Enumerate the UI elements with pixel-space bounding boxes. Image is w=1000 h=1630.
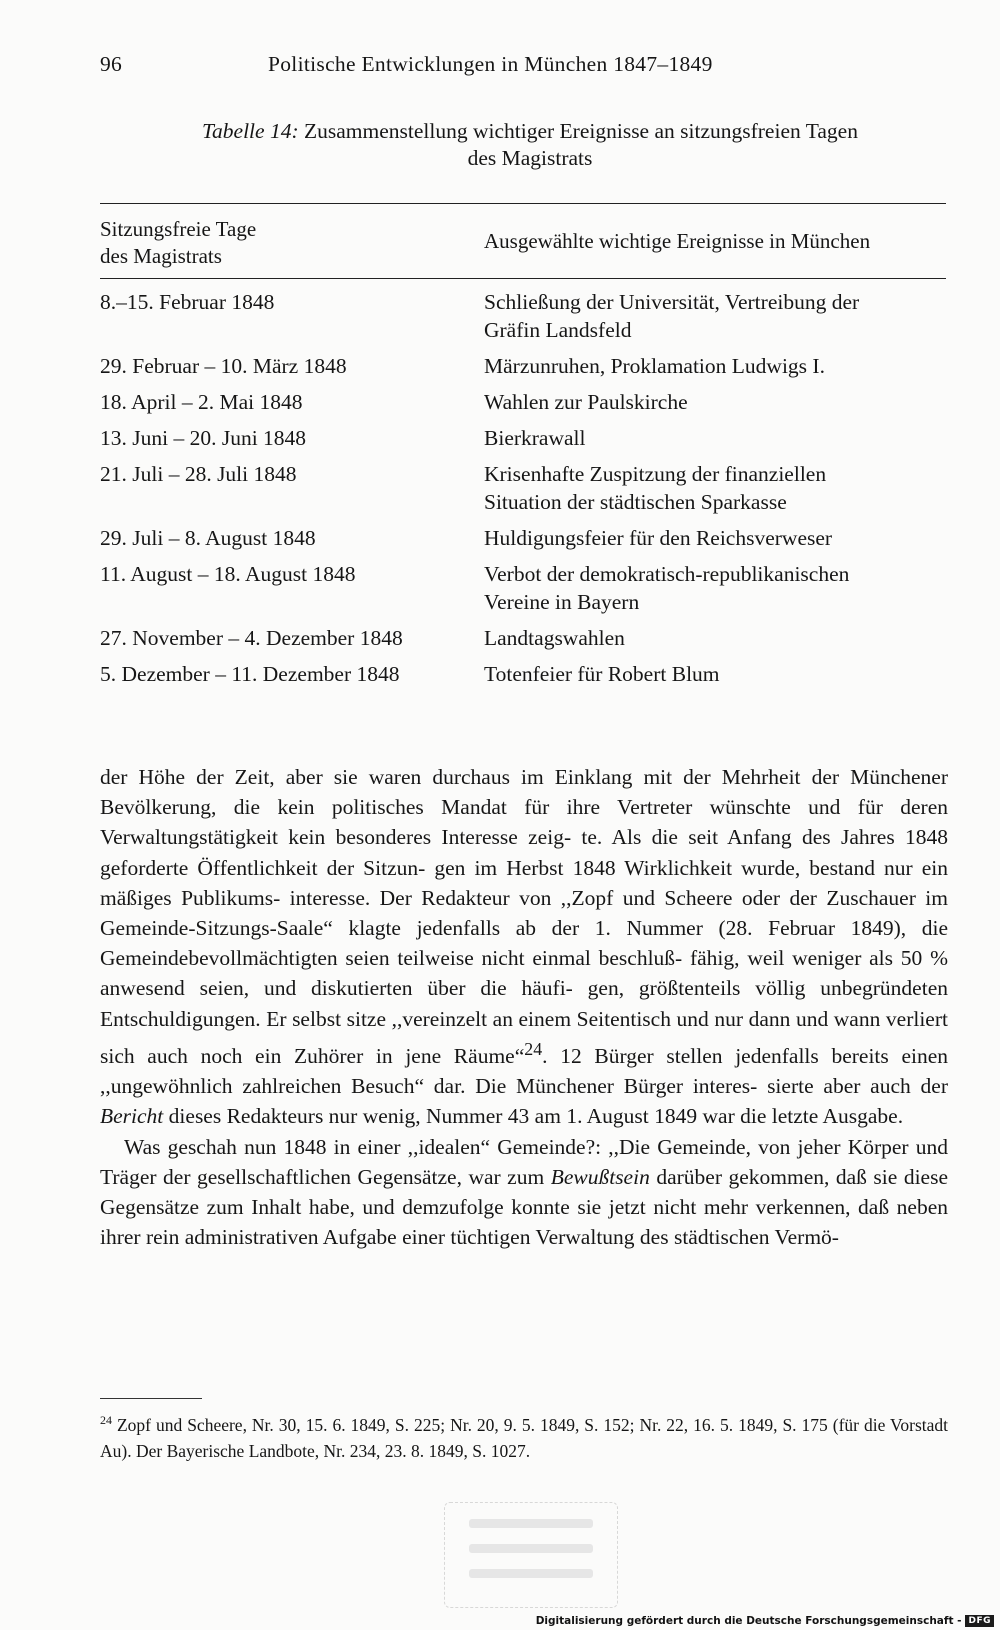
paragraph-text: Was geschah nun 1848 in einer ,,idealen“ Gemeinde?: ,,Die Gemeinde, von jeher Körper und Träger der gesellschaftlichen Gegensätze, war zum — [100, 1134, 948, 1189]
row-date: 13. Juni – 20. Juni 1848 — [100, 426, 307, 450]
paragraph-text: darüber gekommen, daß sie diese Gegensätze zum Inhalt habe, und demzufolge konnte sie jetzt nicht mehr verkennen, daß neben ihrer rein administrativen Aufgabe einer tüchtigen Verwaltung des städtischen Vermö- — [100, 1164, 948, 1250]
row-date: 29. Februar – 10. März 1848 — [100, 354, 347, 378]
table-caption — [140, 118, 920, 172]
row-date: 27. November – 4. Dezember 1848 — [100, 626, 403, 650]
row-event — [484, 388, 960, 416]
caption-line-2: des Magistrats — [467, 146, 593, 170]
row-date: 5. Dezember – 11. Dezember 1848 — [100, 662, 400, 686]
caption-line-1 — [140, 118, 920, 145]
body-text — [100, 762, 948, 1252]
table-row — [100, 660, 960, 688]
table-row — [100, 352, 960, 380]
table-row — [100, 460, 960, 516]
row-event — [484, 460, 960, 516]
row-event-line: Situation der städtischen Sparkasse — [484, 490, 787, 514]
row-event — [484, 288, 960, 344]
footnote — [100, 1412, 948, 1464]
row-event-line: Vereine in Bayern — [484, 590, 640, 614]
stamp-line — [469, 1569, 593, 1578]
row-event — [484, 424, 960, 452]
stamp-line — [469, 1544, 593, 1553]
row-event — [484, 524, 960, 552]
row-event-line: Huldigungsfeier für den Reichsverweser — [484, 526, 833, 550]
emphasis: Bericht — [100, 1104, 164, 1129]
stamp-line — [469, 1519, 593, 1528]
row-date: 8.–15. Februar 1848 — [100, 290, 275, 314]
page-header — [100, 52, 958, 82]
column-header-dates-line-1: Sitzungsfreie Tage — [100, 217, 257, 241]
library-stamp — [444, 1502, 618, 1608]
page-number: 96 — [100, 52, 123, 76]
row-event-line: Landtagswahlen — [484, 626, 625, 650]
row-event-line: Schließung der Universität, Vertreibung der — [484, 290, 860, 314]
row-event — [484, 624, 960, 652]
row-date: 18. April – 2. Mai 1848 — [100, 390, 303, 414]
table-row — [100, 388, 960, 416]
footnote-number: 24 — [100, 1413, 112, 1428]
column-header-events: Ausgewählte wichtige Ereignisse in München — [484, 229, 871, 253]
footnote-rule — [100, 1398, 202, 1399]
row-event-line: Bierkrawall — [484, 426, 586, 450]
row-event-line: Märzunruhen, Proklamation Ludwigs I. — [484, 354, 825, 378]
table-row — [100, 288, 960, 344]
table-row — [100, 524, 960, 552]
table-header-rule — [100, 278, 946, 279]
row-event-line: Verbot der demokratisch-republikanischen — [484, 562, 850, 586]
emphasis: Bewußtsein — [550, 1164, 650, 1189]
column-header-dates — [100, 216, 256, 270]
row-event-line: Gräfin Landsfeld — [484, 318, 632, 342]
table-row — [100, 624, 960, 652]
row-event — [484, 560, 960, 616]
row-event-line: Krisenhafte Zuspitzung der finanziellen — [484, 462, 827, 486]
table-top-rule — [100, 203, 946, 204]
running-title: Politische Entwicklungen in München 1847–1849 — [268, 52, 713, 76]
table-row — [100, 560, 960, 616]
footnote-text: Zopf und Scheere, Nr. 30, 15. 6. 1849, S. 225; Nr. 20, 9. 5. 1849, S. 152; Nr. 22, 16. 5. 1849, S. 175 (für die Vorstadt Au). Der Bayerische Landbote, Nr. 234, 23. 8. 1849, S. 1027. — [100, 1415, 948, 1461]
row-event — [484, 660, 960, 688]
row-event — [484, 352, 960, 380]
paragraph-text: . 12 Bürger stellen jedenfalls bereits einen ,,ungewöhnlich zahlreichen Besuch“ dar. Die Münchener Bürger interes- sierte aber auch der — [100, 1043, 949, 1099]
table-body — [100, 288, 960, 696]
paragraph-text: der Höhe der Zeit, aber sie waren durchaus im Einklang mit der Mehrheit der Münchener Bevölkerung, die kein politisches Mandat für ihre Vertreter wünschte und für deren Verwaltungstätigkeit kein besonderes Interesse zeig- te. Als die seit Anfang des Jahres 1848 geforderte Öffentlichkeit der Sitzun- gen im Herbst 1848 Wirklichkeit wurde, bestand nur ein mäßiges Publikums- interesse. Der Redakteur von ,,Zopf und Scheere oder der Zuschauer im Gemeinde-Sitzungs-Saale“ klagte jedenfalls ab der 1. Nummer (28. Februar 1849), die Gemeindebevollmächtigten seien teilweise nicht einmal beschluß- fähig, weil weniger als 50 % anwesend seien, und diskutierten über die häufi- gen, größtenteils völlig unbegründeten Entschuldigungen. Er selbst sitze ,,vereinzelt an einem Seitentisch und nur dann und wann verliert sich auch noch ein Zuhörer in jene Räume“ — [100, 765, 948, 1068]
caption-text: Zusammenstellung wichtiger Ereignisse an sitzungsfreien Tagen — [303, 119, 858, 143]
digitization-text: Digitalisierung gefördert durch die Deutsche Forschungsgemeinschaft - — [535, 1614, 962, 1627]
digitization-notice — [536, 1613, 994, 1628]
footnote-reference: 24 — [524, 1038, 543, 1059]
paragraph — [100, 1132, 948, 1253]
caption-label: Tabelle 14: — [202, 119, 299, 143]
row-date: 21. Juli – 28. Juli 1848 — [100, 462, 297, 486]
row-date: 29. Juli – 8. August 1848 — [100, 526, 316, 550]
row-event-line: Wahlen zur Paulskirche — [484, 390, 688, 414]
table-row — [100, 424, 960, 452]
row-event-line: Totenfeier für Robert Blum — [484, 662, 720, 686]
column-header-dates-line-2: des Magistrats — [100, 244, 222, 268]
dfg-logo: DFG — [965, 1615, 994, 1627]
row-date: 11. August – 18. August 1848 — [100, 562, 356, 586]
paragraph — [100, 762, 948, 1132]
paragraph-text: dieses Redakteurs nur wenig, Nummer 43 am 1. August 1849 war die letzte Ausgabe. — [168, 1104, 904, 1129]
